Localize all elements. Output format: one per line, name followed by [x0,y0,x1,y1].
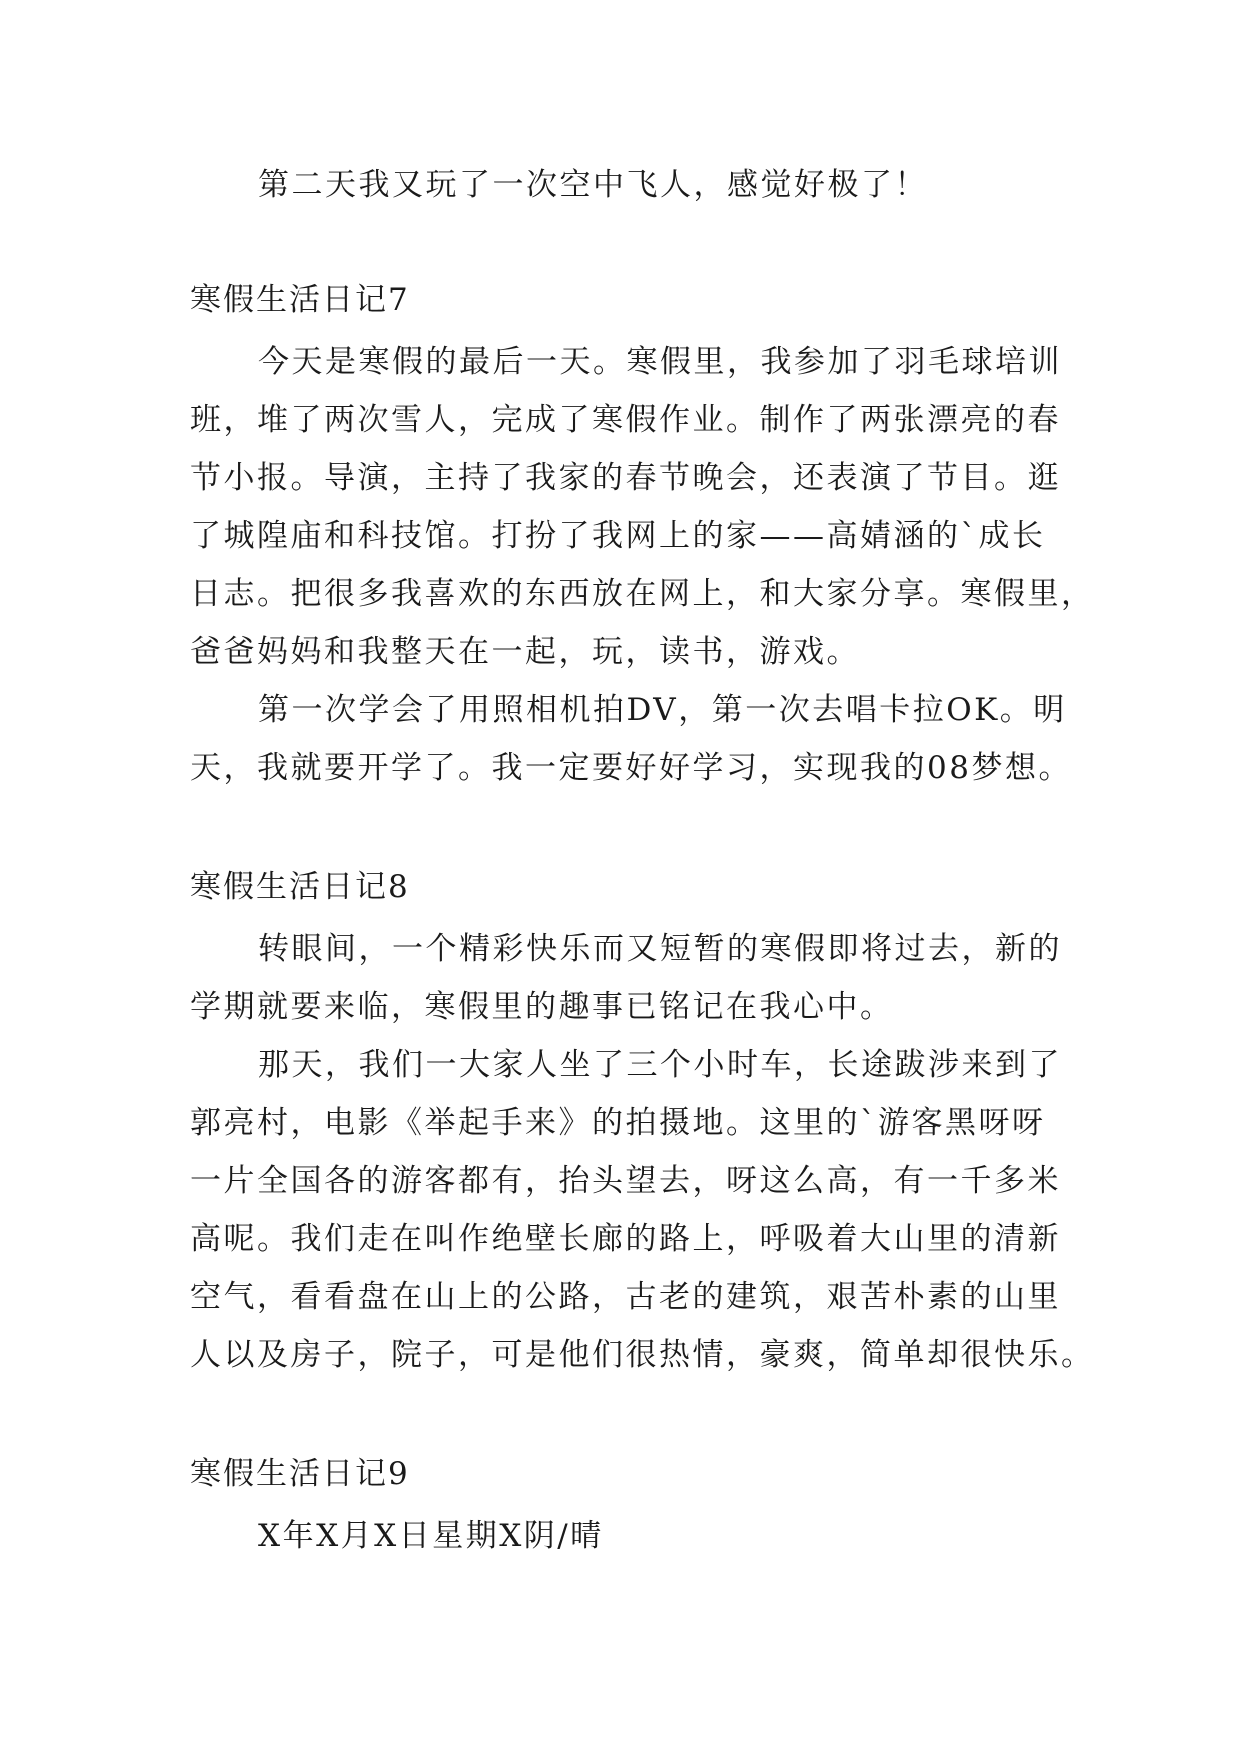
entry-8-line-4: 郭亮村，电影《举起手来》的拍摄地。这里的`游客黑呀呀 [190,1105,1046,1141]
entry-7-line-7: 第一次学会了用照相机拍DV，第一次去唱卡拉OK。明 [258,692,1067,728]
entry-8-line-6: 高呢。我们走在叫作绝壁长廊的路上，呼吸着大山里的清新 [190,1221,1061,1257]
entry-8-line-5: 一片全国各的游客都有，抬头望去，呀这么高，有一千多米 [190,1163,1061,1199]
entry-7-line-1: 今天是寒假的最后一天。寒假里，我参加了羽毛球培训 [258,344,1062,380]
entry-7-line-8: 天，我就要开学了。我一定要好好学习，实现我的08梦想。 [190,750,1072,786]
intro-paragraph: 第二天我又玩了一次空中飞人，感觉好极了！ [258,167,928,203]
entry-7-line-6: 爸爸妈妈和我整天在一起，玩，读书，游戏。 [190,634,860,670]
entry-9-line-1: X年X月X日星期X阴/晴 [258,1518,604,1554]
entry-heading-8: 寒假生活日记8 [190,869,410,905]
entry-8-line-7: 空气，看看盘在山上的公路，古老的建筑，艰苦朴素的山里 [190,1279,1061,1315]
entry-8-line-8: 人以及房子，院子，可是他们很热情，豪爽，简单却很快乐。 [190,1337,1095,1373]
entry-8-line-2: 学期就要来临，寒假里的趣事已铭记在我心中。 [190,989,894,1025]
entry-7-line-5: 日志。把很多我喜欢的东西放在网上，和大家分享。寒假里， [190,576,1095,612]
entry-heading-7: 寒假生活日记7 [190,282,410,318]
entry-heading-9: 寒假生活日记9 [190,1456,410,1492]
entry-8-line-3: 那天，我们一大家人坐了三个小时车，长途跋涉来到了 [258,1047,1062,1083]
entry-7-line-3: 节小报。导演，主持了我家的春节晚会，还表演了节目。逛 [190,460,1061,496]
entry-7-line-2: 班，堆了两次雪人，完成了寒假作业。制作了两张漂亮的春 [190,402,1061,438]
entry-8-line-1: 转眼间，一个精彩快乐而又短暂的寒假即将过去，新的 [258,931,1062,967]
entry-7-line-4: 了城隍庙和科技馆。打扮了我网上的家——高婧涵的`成长 [190,518,1046,554]
